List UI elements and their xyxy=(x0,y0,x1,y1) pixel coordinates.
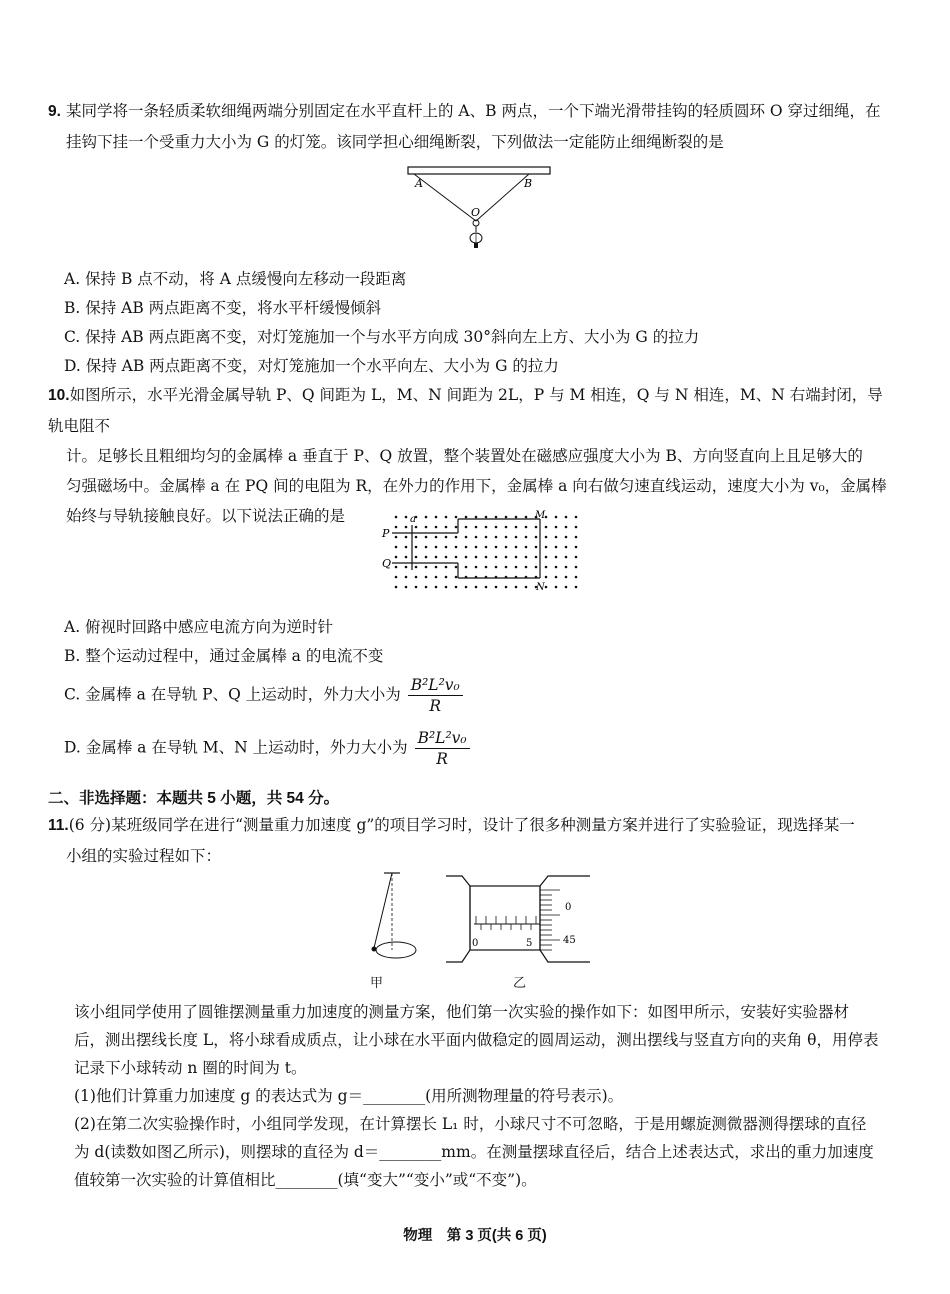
sub-question-1: (1)他们计算重力加速度 g 的表达式为 g＝________(用所测物理量的符号表示)。 xyxy=(74,1087,624,1105)
field-dot xyxy=(545,566,548,569)
field-dot xyxy=(395,536,398,539)
field-dot xyxy=(435,556,438,559)
field-dot xyxy=(545,576,548,579)
question-number: 9. xyxy=(48,103,61,120)
question-text: 计。足够长且粗细均匀的金属棒 a 垂直于 P、Q 放置，整个装置处在磁感应强度大小为 B、方向竖直向上且足够大的 xyxy=(66,447,863,465)
field-dot xyxy=(485,526,488,529)
field-dot xyxy=(485,556,488,559)
field-dot xyxy=(525,556,528,559)
field-dot xyxy=(575,586,578,589)
field-dot xyxy=(495,516,498,519)
field-dot xyxy=(505,536,508,539)
main-scale-ticks xyxy=(476,916,536,930)
field-dot xyxy=(445,576,448,579)
field-dot xyxy=(405,586,408,589)
label-o: O xyxy=(471,206,481,219)
field-dot xyxy=(505,516,508,519)
field-dot xyxy=(505,526,508,529)
field-dot xyxy=(475,586,478,589)
field-dot xyxy=(555,566,558,569)
option-text: D. 金属棒 a 在导轨 M、N 上运动时，外力大小为 xyxy=(64,738,408,757)
field-dot xyxy=(465,526,468,529)
field-dot xyxy=(525,586,528,589)
field-dot xyxy=(435,536,438,539)
field-dot xyxy=(555,536,558,539)
field-dot xyxy=(535,536,538,539)
paragraph: 后，测出摆线长度 L，将小球看成质点，让小球在水平面内做稳定的圆周运动，测出摆线与竖直方向的夹角 θ，用停表 xyxy=(74,1031,879,1049)
field-dot xyxy=(515,556,518,559)
field-dot xyxy=(485,586,488,589)
field-dot xyxy=(395,516,398,519)
field-dot xyxy=(565,536,568,539)
field-dot xyxy=(565,546,568,549)
field-dot xyxy=(435,546,438,549)
field-dot xyxy=(435,576,438,579)
field-dot xyxy=(485,536,488,539)
field-dot xyxy=(435,516,438,519)
label-b: B xyxy=(524,177,533,190)
field-dot xyxy=(415,566,418,569)
field-dot xyxy=(415,586,418,589)
field-dot xyxy=(525,536,528,539)
micrometer-figure xyxy=(444,872,594,970)
field-dot xyxy=(495,586,498,589)
option-d xyxy=(64,728,470,769)
field-dot xyxy=(555,556,558,559)
field-dot xyxy=(415,536,418,539)
fraction-denominator: R xyxy=(436,750,448,768)
field-dot xyxy=(525,566,528,569)
field-dot xyxy=(395,586,398,589)
field-dot xyxy=(515,516,518,519)
field-dot xyxy=(425,516,428,519)
field-dot xyxy=(545,526,548,529)
question-11 xyxy=(48,810,898,871)
field-dot xyxy=(515,536,518,539)
field-dot xyxy=(565,576,568,579)
field-dot xyxy=(415,556,418,559)
option-b: B. 整个运动过程中，通过金属棒 a 的电流不变 xyxy=(64,647,384,665)
paragraph: 记录下小球转动 n 圈的时间为 t。 xyxy=(74,1059,307,1077)
field-dot xyxy=(575,526,578,529)
field-dot xyxy=(465,546,468,549)
field-dot xyxy=(445,586,448,589)
field-dot xyxy=(405,556,408,559)
field-dot xyxy=(395,546,398,549)
field-dot xyxy=(435,566,438,569)
force-fraction xyxy=(415,728,470,769)
label-p: P xyxy=(382,527,390,540)
field-dot xyxy=(485,566,488,569)
field-dot xyxy=(425,546,428,549)
field-dot xyxy=(455,546,458,549)
page-footer: 物理 第 3 页(共 6 页) xyxy=(403,1228,547,1244)
label-m: M xyxy=(535,510,546,521)
force-fraction xyxy=(408,675,463,716)
paragraph: 该小组同学使用了圆锥摆测量重力加速度的测量方案，他们第一次实验的操作如下：如图甲所示，安装好实验器材 xyxy=(74,1003,850,1021)
field-dot xyxy=(495,556,498,559)
field-dot xyxy=(555,516,558,519)
option-c xyxy=(64,675,463,716)
field-dot xyxy=(515,546,518,549)
field-dot xyxy=(425,556,428,559)
field-dot xyxy=(465,586,468,589)
field-dot xyxy=(425,576,428,579)
label-n: N xyxy=(536,582,545,593)
field-dot xyxy=(455,576,458,579)
field-dot xyxy=(525,526,528,529)
field-dot xyxy=(565,586,568,589)
conical-pendulum-figure xyxy=(368,868,428,968)
field-dot xyxy=(455,566,458,569)
sub-question-2: (2)在第二次实验操作时，小组同学发现，在计算摆长 L₁ 时，小球尺寸不可忽略，于是用螺旋测微器测得摆球的直径 xyxy=(74,1115,867,1133)
field-dot xyxy=(445,546,448,549)
field-dot xyxy=(425,586,428,589)
field-dot xyxy=(445,566,448,569)
question-text: 如图所示，水平光滑金属导轨 P、Q 间距为 L，M、N 间距为 2L，P 与 M 相连，Q 与 N 相连，M、N 右端封闭，导轨电阻不 xyxy=(48,386,883,435)
sub-question-2-cont: 为 d(读数如图乙所示)，则摆球的直径为 d＝________mm。在测量摆球直径后，结合上述表达式，求出的重力加速度 xyxy=(74,1143,874,1161)
question-text: (6 分)某班级同学在进行“测量重力加速度 g”的项目学习时，设计了很多种测量方案并进行了实验验证，现选择某一 xyxy=(68,816,855,834)
field-dot xyxy=(455,526,458,529)
field-dot xyxy=(515,586,518,589)
main-scale-5: 5 xyxy=(526,938,533,949)
field-dot xyxy=(545,546,548,549)
field-dot xyxy=(475,566,478,569)
label-q: Q xyxy=(382,557,392,570)
label-a: A xyxy=(415,177,423,190)
field-dot xyxy=(395,526,398,529)
field-dot xyxy=(535,556,538,559)
field-dot xyxy=(575,546,578,549)
field-dot xyxy=(465,536,468,539)
field-dot xyxy=(405,536,408,539)
field-dot xyxy=(535,546,538,549)
field-dot xyxy=(435,586,438,589)
option-a: A. 俯视时回路中感应电流方向为逆时针 xyxy=(64,618,334,636)
field-dot xyxy=(525,516,528,519)
field-dot xyxy=(555,526,558,529)
fraction-denominator: R xyxy=(429,697,442,715)
fraction-numerator: B²L²v₀ xyxy=(408,675,463,696)
field-dot xyxy=(545,556,548,559)
field-dot xyxy=(425,536,428,539)
field-dot xyxy=(395,566,398,569)
field-dot xyxy=(495,536,498,539)
field-dot xyxy=(455,556,458,559)
field-dot xyxy=(525,546,528,549)
thimble-scale-0: 0 xyxy=(565,902,572,913)
field-dot xyxy=(505,586,508,589)
field-dot xyxy=(555,546,558,549)
field-dot xyxy=(465,556,468,559)
field-dot xyxy=(495,566,498,569)
question-number: 10. xyxy=(48,387,70,404)
field-dot xyxy=(515,566,518,569)
field-dot xyxy=(515,526,518,529)
field-dot xyxy=(435,526,438,529)
field-dot xyxy=(575,576,578,579)
field-dot xyxy=(455,516,458,519)
question-text: 匀强磁场中。金属棒 a 在 PQ 间的电阻为 R，在外力的作用下，金属棒 a 向右做匀速直线运动，速度大小为 v₀，金属棒 xyxy=(66,477,887,495)
field-dot xyxy=(565,556,568,559)
field-dot xyxy=(475,556,478,559)
field-dot xyxy=(405,516,408,519)
question-text: 小组的实验过程如下： xyxy=(66,847,222,865)
option-c: C. 保持 AB 两点距离不变，对灯笼施加一个与水平方向成 30°斜向左上方、大小为 G 的拉力 xyxy=(64,328,700,346)
field-dot xyxy=(565,526,568,529)
field-dot xyxy=(565,566,568,569)
field-dot xyxy=(465,566,468,569)
option-d: D. 保持 AB 两点距离不变，对灯笼施加一个水平向左、大小为 G 的拉力 xyxy=(64,357,559,375)
field-dot xyxy=(445,516,448,519)
field-dot xyxy=(555,586,558,589)
option-text: C. 金属棒 a 在导轨 P、Q 上运动时，外力大小为 xyxy=(64,685,401,704)
field-dot xyxy=(405,526,408,529)
field-dot xyxy=(535,566,538,569)
option-b: B. 保持 AB 两点距离不变，将水平杆缓慢倾斜 xyxy=(64,299,382,317)
question-10 xyxy=(48,380,898,531)
field-dot xyxy=(575,556,578,559)
field-dot xyxy=(485,546,488,549)
question-text: 某同学将一条轻质柔软细绳两端分别固定在水平直杆上的 A、B 两点，一个下端光滑带挂钩的轻质圆环 O 穿过细绳，在 xyxy=(66,102,881,120)
field-dot xyxy=(545,536,548,539)
field-dot xyxy=(555,576,558,579)
field-dot xyxy=(445,536,448,539)
field-dot xyxy=(405,546,408,549)
thimble-scale-45: 45 xyxy=(563,935,576,946)
field-dot xyxy=(495,526,498,529)
field-dot xyxy=(395,576,398,579)
question-9 xyxy=(48,96,898,157)
field-dot xyxy=(405,576,408,579)
field-dot xyxy=(455,536,458,539)
field-dot xyxy=(505,566,508,569)
fraction-numerator: B²L²v₀ xyxy=(415,728,470,749)
thimble-scale-ticks xyxy=(540,890,560,950)
field-dot xyxy=(475,516,478,519)
question-number: 11. xyxy=(48,817,69,834)
field-dot xyxy=(415,526,418,529)
field-dot xyxy=(395,556,398,559)
field-dot xyxy=(415,576,418,579)
field-dot xyxy=(475,536,478,539)
field-dot xyxy=(505,556,508,559)
field-dot xyxy=(405,566,408,569)
field-dot xyxy=(475,526,478,529)
field-dot xyxy=(445,556,448,559)
field-dot xyxy=(425,566,428,569)
field-dot xyxy=(575,566,578,569)
question-text: 挂钩下挂一个受重力大小为 G 的灯笼。该同学担心细绳断裂，下列做法一定能防止细绳断裂的是 xyxy=(66,133,724,151)
field-dot xyxy=(535,526,538,529)
field-dot xyxy=(465,516,468,519)
sub-question-2-cont: 值较第一次实验的计算值相比________(填“变大”“变小”或“不变”)。 xyxy=(74,1171,537,1189)
field-dot xyxy=(545,586,548,589)
section-heading: 二、非选择题：本题共 5 小题，共 54 分。 xyxy=(48,790,340,807)
field-dot xyxy=(565,516,568,519)
field-dot xyxy=(575,516,578,519)
rail-figure xyxy=(378,510,590,596)
lantern-figure xyxy=(404,164,554,254)
figure-caption-yi: 乙 xyxy=(513,976,527,991)
field-dot xyxy=(455,586,458,589)
field-dot xyxy=(415,546,418,549)
field-dot xyxy=(425,526,428,529)
field-dot xyxy=(445,526,448,529)
field-dot xyxy=(505,546,508,549)
question-text: 始终与导轨接触良好。以下说法正确的是 xyxy=(66,507,346,525)
field-dot xyxy=(495,546,498,549)
option-a: A. 保持 B 点不动，将 A 点缓慢向左移动一段距离 xyxy=(64,270,407,288)
main-scale-0: 0 xyxy=(472,938,479,949)
figure-caption-jia: 甲 xyxy=(370,976,384,991)
label-rod-a: a xyxy=(410,514,416,525)
field-dot xyxy=(475,546,478,549)
field-dot xyxy=(485,516,488,519)
field-dot xyxy=(575,536,578,539)
